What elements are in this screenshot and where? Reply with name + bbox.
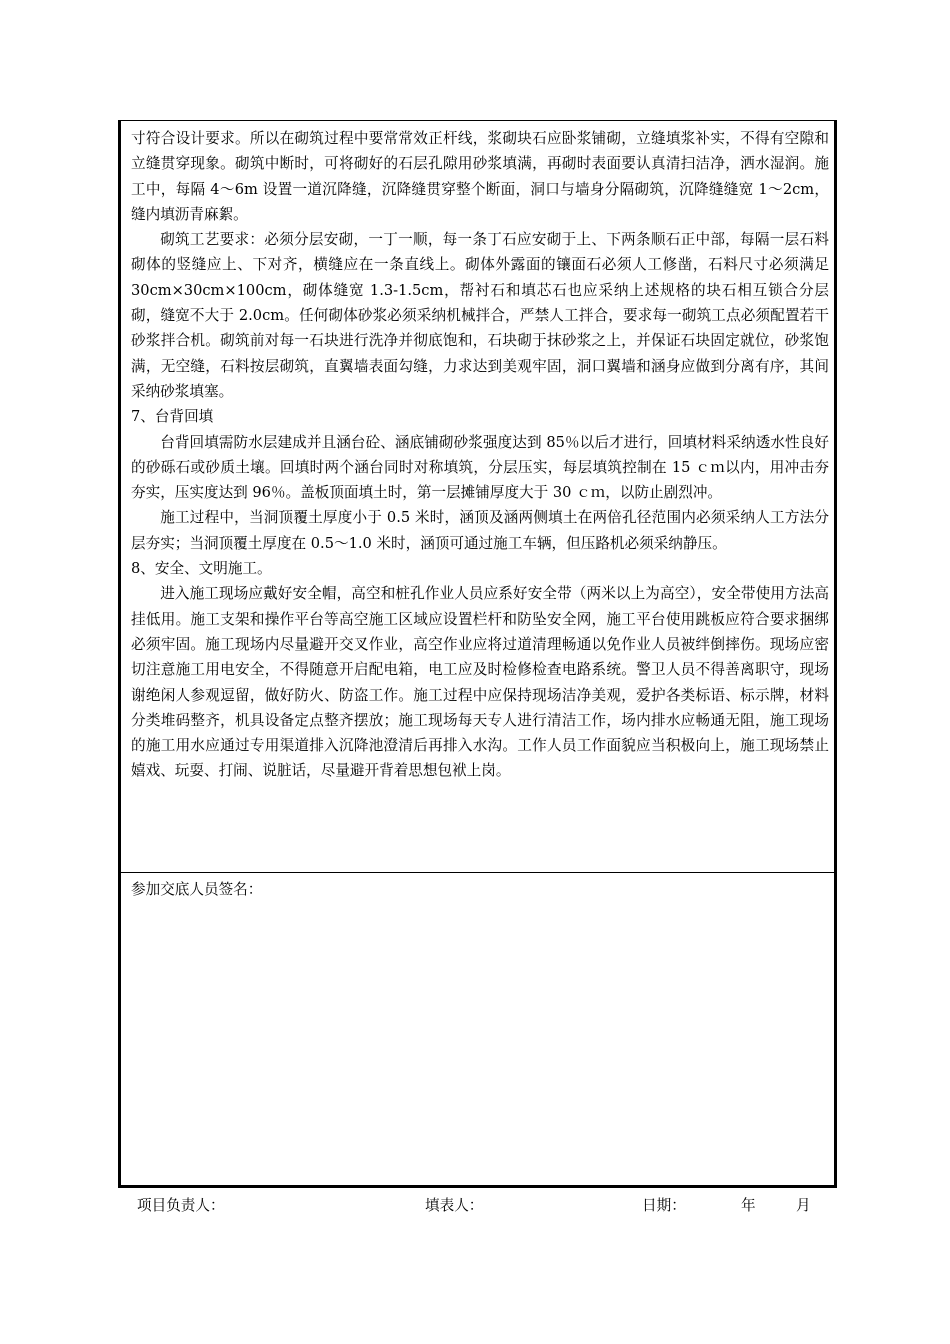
disclosure-form-table: [118, 120, 837, 1188]
paragraph-masonry-process: 砌筑工艺要求：必须分层安砌，一丁一顺，每一条丁石应安砌于上、下两条顺石正中部，每隔一层石料砌体的竖缝应上、下对齐，横缝应在一条直线上。砌体外露面的镶面石必须人工修凿，石料尺寸必须满足 30cm×30cm×100cm，砌体缝宽 1.3-1.5cm，帮衬石和填芯石也应采纳上述规格的块石相互锁合分层砌，缝宽不大于 2.0cm。任何砌体砂浆必须采纳机械拌合，严禁人工拌合，要求每一砌筑工点必须配置若干砂浆拌合机。砌筑前对每一石块进行洗净并彻底饱和，石块砌于抹砂浆之上，并保证石块固定就位，砂浆饱满，无空缝，石料按层砌筑，直翼墙表面勾缝，力求达到美观牢固，洞口翼墙和涵身应做到分离有序，其间采纳砂浆填塞。: [131, 231, 829, 400]
paragraph-backfill-compaction: 施工过程中，当洞顶覆土厚度小于 0.5 米时，涵顶及涵两侧填土在两倍孔径范围内必须采纳人工方法分层夯实；当洞顶覆土厚度在 0.5～1.0 米时，涵顶可通过施工车辆，但压路机必须采纳静压。: [131, 509, 829, 552]
paragraph-safety: 进入施工现场应戴好安全帽，高空和桩孔作业人员应系好安全带（两米以上为高空），安全带使用方法高挂低用。施工支架和操作平台等高空施工区域应设置栏杆和防坠安全网，施工平台使用跳板应符合要求捆绑必须牢固。施工现场内尽量避开交叉作业，高空作业应将过道清理畅通以免作业人员被绊倒摔伤。现场应密切注意施工用电安全，不得随意开启配电箱，电工应及时检修检查电路系统。警卫人员不得善离职守，现场谢绝闲人参观逗留，做好防火、防盗工作。施工过程中应保持现场洁净美观，爱护各类标语、标示牌，材料分类堆码整齐，机具设备定点整齐摆放；施工现场每天专人进行清洁工作，场内排水应畅通无阻，施工现场的施工用水应通过专用渠道排入沉降池澄清后再排入水沟。工作人员工作面貌应当积极向上，施工现场禁止嬉戏、玩耍、打闹、说脏话，尽量避开背着思想包袱上岗。: [131, 585, 829, 780]
content-cell: [121, 121, 834, 873]
paragraph-backfill: 台背回填需防水层建成并且涵台砼、涵底铺砌砂浆强度达到 85％以后才进行，回填材料采纳透水性良好的砂砾石或砂质土壤。回填时两个涵台同时对称填筑，分层压实，每层填筑控制在 15 ｃｍ以内，用冲击夯夯实，压实度达到 96％。盖板顶面填土时，第一层摊铺厚度大于 30 ｃｍ，以防止剧烈冲。: [131, 433, 829, 502]
signature-label: 参加交底人员签名：: [131, 881, 263, 898]
month-label: 月: [796, 1197, 811, 1214]
date-label: 日期：: [642, 1197, 686, 1214]
form-filler-label: 填表人：: [425, 1197, 484, 1214]
signature-cell: [121, 873, 834, 1186]
heading-safety: 8、安全、文明施工。: [131, 560, 272, 578]
paragraph-masonry-continued: 寸符合设计要求。所以在砌筑过程中要常常效正杆线，浆砌块石应卧浆铺砌，立缝填浆补实，不得有空隙和立缝贯穿现象。砌筑中断时，可将砌好的石层孔隙用砂浆填满，再砌时表面要认真清扫洁净，洒水湿润。施工中，每隔 4～6m 设置一道沉降缝，沉降缝贯穿整个断面，洞口与墙身分隔砌筑，沉降缝缝宽 1～2cm，缝内填沥青麻絮。: [131, 130, 829, 223]
content-body: [131, 126, 829, 784]
year-label: 年: [741, 1197, 756, 1214]
heading-backfill: 7、台背回填: [131, 408, 214, 426]
project-manager-label: 项目负责人：: [137, 1197, 225, 1214]
